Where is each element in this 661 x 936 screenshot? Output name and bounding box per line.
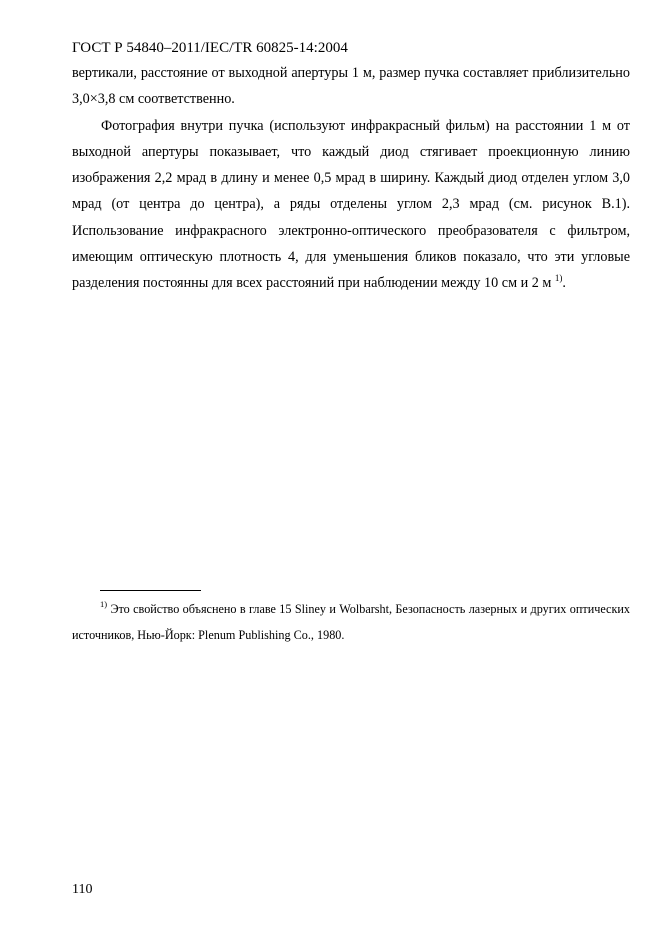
- footnote-paragraph: [72, 596, 630, 648]
- document-header: [72, 38, 348, 58]
- footnote-separator: [100, 590, 201, 591]
- footnote-text: Это свойство объяснено в главе 15 Sliney и Wolbarsht, Безопасность лазерных и других оптических источников, Нью-Йорк: Plenum Publishing Co., 1980.: [72, 602, 630, 642]
- footnote-reference: 1): [554, 273, 563, 284]
- footnote-marker: 1): [100, 599, 108, 609]
- body-paragraph-2: [72, 113, 630, 297]
- body-paragraph-1: вертикали, расстояние от выходной апертуры 1 м, размер пучка составляет приблизительно 3,0×3,8 см соответственно.: [72, 65, 630, 108]
- footnote: [72, 596, 630, 648]
- body-paragraph-2-text: Фотография внутри пучка (используют инфракрасный фильм) на расстоянии 1 м от выходной апертуры показывает, что каждый диод стягивает проекционную линию изображения 2,2 мрад в длину и менее 0,5 мрад в ширину. Каждый диод отделен углом 3,0 мрад (от центра до центра), а ряды отделены углом 2,3 мрад (см. рисунок B.1). Использование инфракрасного электронно-оптического преобразователя с фильтром, имеющим оптическую плотность 4, для уменьшения бликов показало, что эти угловые разделения постоянны для всех расстояний при наблюдении между 10 см и 2 м: [72, 117, 630, 292]
- page-number: 110: [72, 882, 93, 897]
- standard-code: ГОСТ Р 54840–2011/IEC/TR 60825-14:2004: [72, 40, 348, 56]
- main-text: [72, 60, 630, 297]
- body-paragraph-2-end: .: [562, 275, 566, 292]
